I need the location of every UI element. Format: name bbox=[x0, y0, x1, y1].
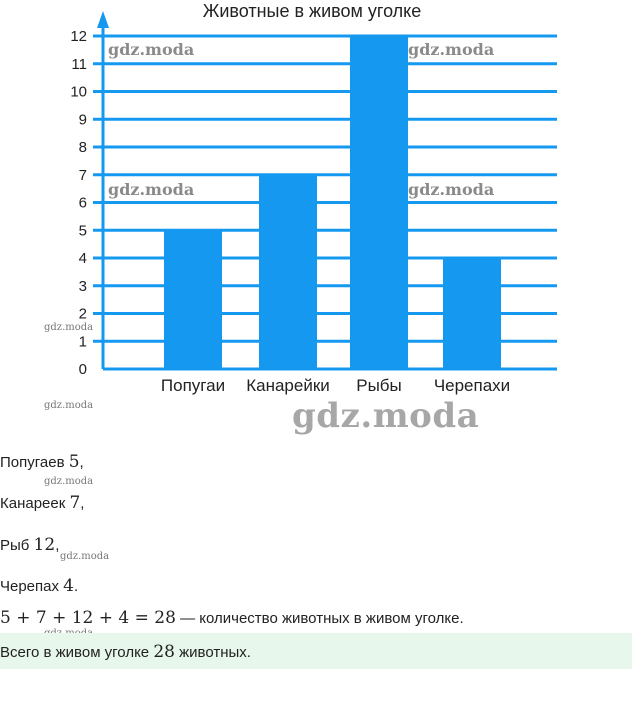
y-tick-label: 12 bbox=[70, 28, 87, 45]
watermark: gdz.moda bbox=[408, 40, 495, 59]
y-tick-label: 11 bbox=[71, 55, 87, 73]
bar bbox=[164, 230, 222, 369]
answer-line: Всего в живом уголке 28 животных. bbox=[0, 642, 251, 662]
watermark: gdz.moda bbox=[408, 180, 495, 199]
y-axis-arrow bbox=[97, 11, 109, 28]
x-tick-labels bbox=[161, 376, 510, 395]
watermark: gdz.moda bbox=[60, 551, 110, 562]
chart-title: Животные в живом уголке bbox=[202, 1, 422, 21]
x-tick-label: Попугаи bbox=[160, 376, 226, 395]
y-tick-label: 1 bbox=[78, 333, 87, 351]
watermark: gdz.moda bbox=[108, 180, 195, 199]
x-tick-label: Черепахи bbox=[433, 376, 511, 395]
y-tick-label: 2 bbox=[78, 305, 87, 323]
y-tick-label: 6 bbox=[78, 194, 87, 212]
solution-line-turtles: Черепах 4. bbox=[0, 576, 79, 596]
watermark: gdz.moda bbox=[44, 476, 94, 487]
y-tick-label: 0 bbox=[78, 361, 87, 378]
watermark: gdz.moda bbox=[44, 400, 94, 411]
watermark: gdz.moda bbox=[44, 322, 94, 333]
bar bbox=[350, 36, 408, 369]
bar bbox=[443, 258, 501, 369]
y-tick-label: 5 bbox=[78, 222, 87, 240]
y-tick-label: 10 bbox=[70, 83, 87, 101]
y-tick-label: 4 bbox=[78, 250, 87, 267]
solution-line-sum: 5 + 7 + 12 + 4 = 28 — количество животных в живом уголке. bbox=[0, 608, 464, 628]
y-tick-label: 7 bbox=[78, 166, 87, 184]
y-tick-label: 9 bbox=[78, 111, 87, 129]
y-tick-label: 8 bbox=[78, 139, 87, 156]
watermark: gdz.moda bbox=[292, 396, 480, 436]
x-tick-label: Рыбы bbox=[356, 376, 402, 395]
solution-line-fish: Рыб 12, bbox=[0, 535, 60, 555]
solution-line-parrots: Попугаев 5, bbox=[0, 452, 84, 472]
solution-line-canaries: Канареек 7, bbox=[0, 493, 85, 513]
y-tick-label: 3 bbox=[78, 277, 87, 295]
x-tick-label: Канарейки bbox=[246, 376, 330, 395]
bar bbox=[259, 175, 317, 369]
watermark: gdz.moda bbox=[108, 40, 195, 59]
